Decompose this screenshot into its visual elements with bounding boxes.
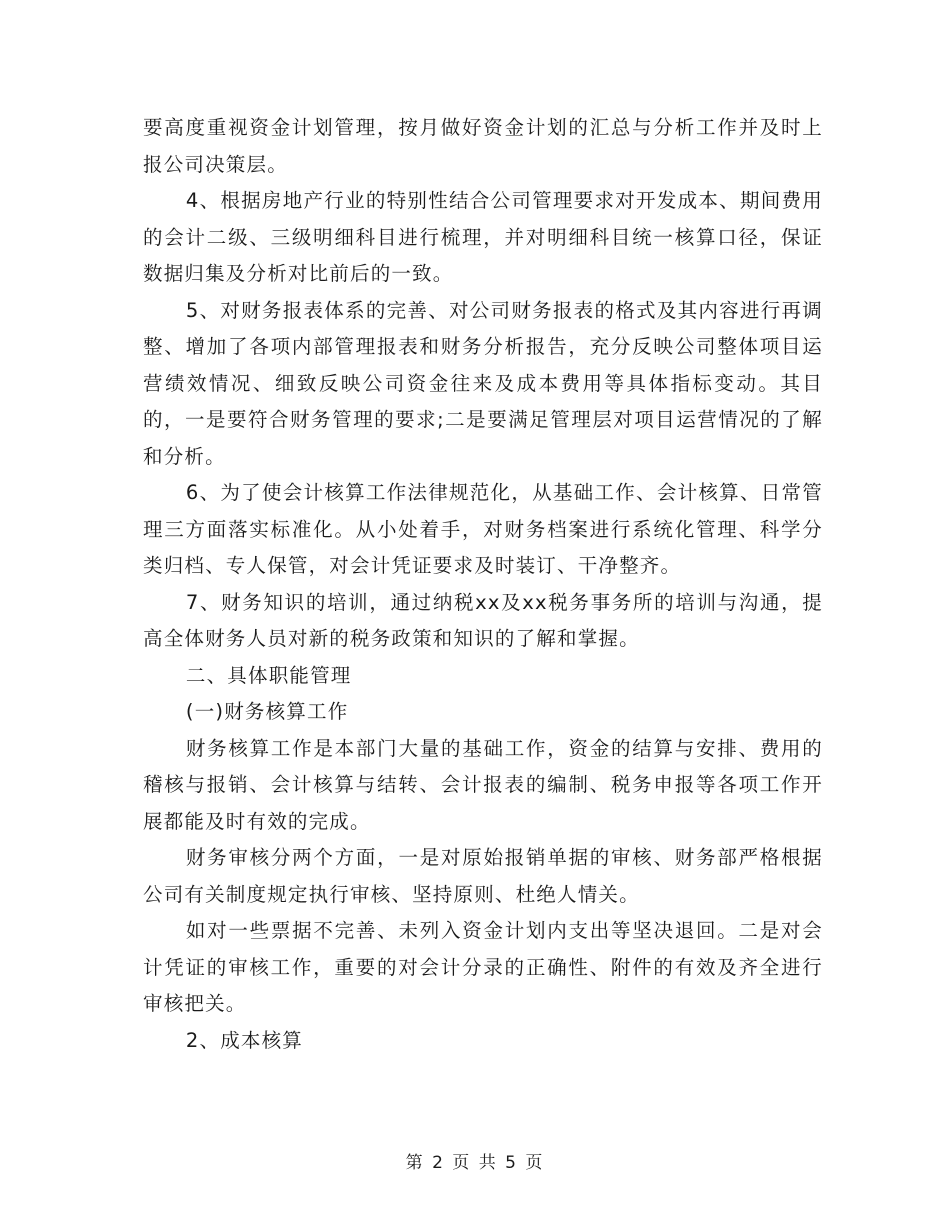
paragraph: 6、为了使会计核算工作法律规范化，从基础工作、会计核算、日常管理三方面落实标准化。从小处着手，对财务档案进行系统化管理、科学分类归档、专人保管，对会计凭证要求及时装订、干净整齐。 (143, 481, 823, 577)
paragraph: 要高度重视资金计划管理，按月做好资金计划的汇总与分析工作并及时上报公司决策层。 (143, 116, 823, 176)
paragraph: 如对一些票据不完善、未列入资金计划内支出等坚决退回。二是对会计凭证的审核工作，重要的对会计分录的正确性、附件的有效及齐全进行审核把关。 (143, 919, 823, 1015)
paragraph: 7、财务知识的培训，通过纳税xx及xx税务事务所的培训与沟通，提高全体财务人员对新的税务政策和知识的了解和掌握。 (143, 590, 823, 650)
paragraph: 财务审核分两个方面，一是对原始报销单据的审核、财务部严格根据公司有关制度规定执行审核、坚持原则、杜绝人情关。 (143, 846, 823, 906)
paragraph: 财务核算工作是本部门大量的基础工作，资金的结算与安排、费用的稽核与报销、会计核算与结转、会计报表的编制、税务申报等各项工作开展都能及时有效的完成。 (143, 736, 823, 833)
page-number: 第 2 页 共 5 页 (405, 1153, 545, 1173)
subsection-heading: (一)财务核算工作 (185, 700, 349, 723)
paragraph: 5、对财务报表体系的完善、对公司财务报表的格式及其内容进行再调整、增加了各项内部管理报表和财务分析报告，充分反映公司整体项目运营绩效情况、细致反映公司资金往来及成本费用等具体指标变动。其目的，一是要符合财务管理的要求;二是要满足管理层对项目运营情况的了解和分析。 (143, 298, 823, 468)
paragraph: 4、根据房地产行业的特别性结合公司管理要求对开发成本、期间费用的会计二级、三级明细科目进行梳理，并对明细科目统一核算口径，保证数据归集及分析对比前后的一致。 (143, 189, 823, 285)
document-body (143, 110, 823, 1059)
section-heading: 二、具体职能管理 (185, 663, 352, 687)
subsection-heading: 2、成本核算 (185, 1028, 303, 1052)
